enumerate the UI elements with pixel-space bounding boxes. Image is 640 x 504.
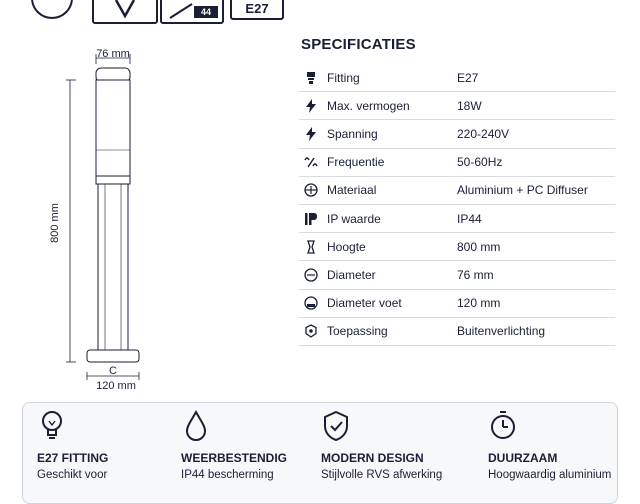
- spec-label: Spanning: [327, 126, 378, 141]
- ip-rating-icon: [160, 0, 224, 24]
- spec-row-material: [299, 177, 615, 205]
- clock-icon: [488, 409, 518, 443]
- width-base-label: 120 mm: [96, 380, 136, 392]
- feature-desc: Stijlvolle RVS afwerking: [321, 469, 443, 481]
- spec-label: IP waarde: [327, 211, 381, 226]
- feature-desc: IP44 bescherming: [181, 469, 274, 481]
- spec-value: IP44: [457, 211, 482, 226]
- spec-title: SPECIFICATIES: [301, 36, 416, 53]
- width-top-label: 76 mm: [96, 48, 130, 60]
- spec-row-base-diameter: [299, 290, 615, 318]
- socket-badge: [230, 0, 284, 20]
- socket-badge-label: E27: [245, 1, 269, 16]
- spec-value: 120 mm: [457, 296, 501, 311]
- spec-row-ip: [299, 205, 615, 233]
- spec-value: 800 mm: [457, 239, 501, 254]
- feature-title: E27 FITTING: [37, 451, 109, 465]
- voltage-icon: [299, 125, 323, 143]
- bulb-icon: [37, 409, 67, 443]
- ip-badge-text: 44: [194, 6, 218, 18]
- spec-row-frequency: [299, 149, 615, 177]
- spec-label: Max. vermogen: [327, 98, 410, 113]
- feature-title: MODERN DESIGN: [321, 451, 424, 465]
- shield-check-icon: [321, 409, 351, 443]
- spec-value: 50-60Hz: [457, 155, 503, 170]
- diameter-icon: [299, 266, 323, 284]
- spec-value: 220-240V: [457, 126, 510, 141]
- spec-table: [299, 64, 615, 346]
- spec-row-height: [299, 233, 615, 261]
- spec-row-power: [299, 92, 615, 120]
- spec-value: Buitenverlichting: [457, 324, 546, 339]
- spec-value: E27: [457, 70, 479, 85]
- base-marker: C: [109, 365, 117, 377]
- height-label: 800 mm: [49, 203, 61, 243]
- certification-strip: [0, 0, 640, 24]
- feature-desc: Hoogwaardig aluminium: [488, 469, 612, 481]
- power-icon: [299, 97, 323, 115]
- spec-label: Materiaal: [327, 183, 377, 198]
- spec-row-voltage: [299, 120, 615, 148]
- height-icon: [299, 238, 323, 256]
- application-icon: [299, 322, 323, 340]
- spec-row-fitting: [299, 64, 615, 92]
- feature-design: [321, 409, 461, 481]
- base-diameter-icon: [299, 294, 323, 312]
- material-icon: [299, 181, 323, 199]
- round-cert-icon: [22, 0, 82, 20]
- spec-value: 76 mm: [457, 267, 494, 282]
- spec-label: Diameter: [327, 267, 376, 282]
- drop-icon: [181, 409, 211, 443]
- feature-weather: [181, 409, 321, 481]
- feature-durable: [488, 409, 628, 481]
- feature-band: [22, 402, 618, 504]
- spec-label: Frequentie: [327, 155, 385, 170]
- spec-row-application: [299, 318, 615, 346]
- spec-value: Aluminium + PC Diffuser: [457, 183, 588, 198]
- spec-row-diameter: [299, 261, 615, 289]
- feature-title: WEERBESTENDIG: [181, 451, 288, 465]
- spec-label: Diameter voet: [327, 296, 402, 311]
- ip-icon: [299, 210, 323, 228]
- spec-label: Fitting: [327, 70, 360, 85]
- socket-icon: [299, 69, 323, 87]
- feature-title: DUURZAAM: [488, 451, 558, 465]
- lamp-drawing: [40, 40, 200, 400]
- spec-label: Toepassing: [327, 324, 388, 339]
- v-mark-icon: [92, 0, 158, 24]
- spec-value: 18W: [457, 98, 482, 113]
- frequency-icon: [299, 153, 323, 171]
- feature-e27: [37, 409, 177, 481]
- spec-label: Hoogte: [327, 239, 366, 254]
- feature-desc: Geschikt voor: [37, 469, 108, 481]
